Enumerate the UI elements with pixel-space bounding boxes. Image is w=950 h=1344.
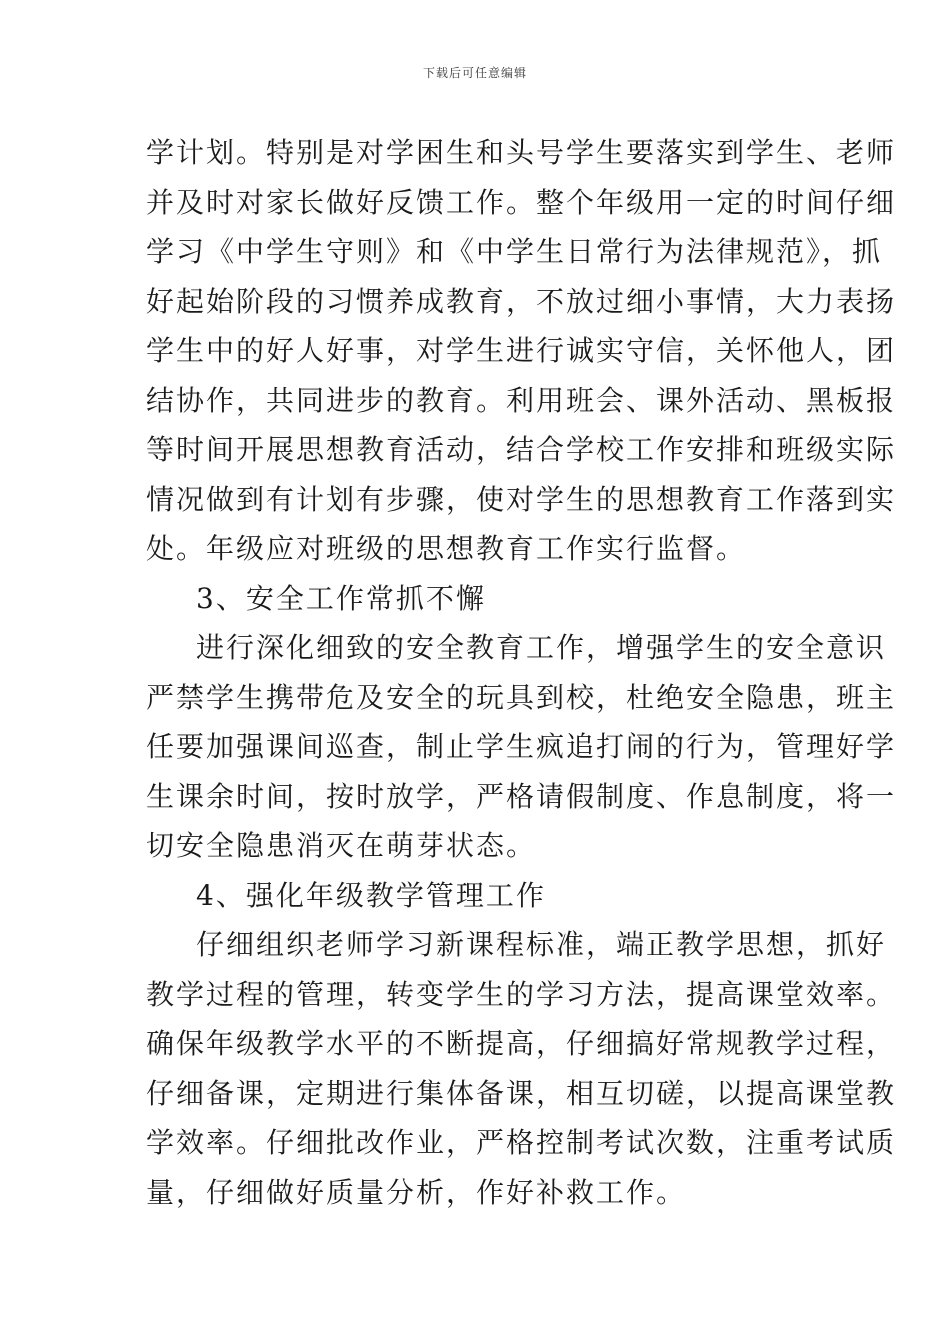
text-line: 等时间开展思想教育活动，结合学校工作安排和班级实际 xyxy=(146,433,897,466)
text-line: 仔细备课，定期进行集体备课，相互切磋，以提高课堂教 xyxy=(146,1076,897,1110)
text-line: 并及时对家长做好反馈工作。整个年级用一定的时间仔细 xyxy=(146,185,897,219)
text-line: 学效率。仔细批改作业，严格控制考试次数，注重考试质 xyxy=(146,1126,897,1159)
document-body xyxy=(146,128,897,1217)
text-line: 好起始阶段的习惯养成教育，不放过细小事情，大力表扬 xyxy=(146,284,897,318)
paragraph-first-line: 进行深化细致的安全教育工作，增强学生的安全意识 xyxy=(196,631,887,664)
text-line: 学习《中学生守则》和《中学生日常行为法律规范》，抓 xyxy=(146,235,883,268)
text-line: 切安全隐患消灭在萌芽状态。 xyxy=(146,829,537,862)
section-heading: 3、安全工作常抓不懈 xyxy=(196,581,486,615)
text-line: 结协作，共同进步的教育。利用班会、课外活动、黑板报 xyxy=(146,383,897,417)
text-line: 确保年级教学水平的不断提高，仔细搞好常规教学过程， xyxy=(146,1027,897,1060)
text-line: 教学过程的管理，转变学生的学习方法，提高课堂效率。 xyxy=(146,977,897,1011)
page-header: 下载后可任意编辑 xyxy=(422,66,527,80)
paragraph-first-line: 仔细组织老师学习新课程标准，端正教学思想，抓好 xyxy=(196,928,887,961)
text-line: 学生中的好人好事，对学生进行诚实守信，关怀他人，团 xyxy=(146,334,897,367)
section-heading: 4、强化年级教学管理工作 xyxy=(196,878,546,912)
text-line: 情况做到有计划有步骤，使对学生的思想教育工作落到实 xyxy=(146,482,897,516)
text-line: 严禁学生携带危及安全的玩具到校，杜绝安全隐患，班主 xyxy=(146,680,897,714)
text-line: 量，仔细做好质量分析，作好补救工作。 xyxy=(146,1175,687,1209)
text-line: 处。年级应对班级的思想教育工作实行监督。 xyxy=(146,532,747,565)
text-line: 生课余时间，按时放学，严格请假制度、作息制度，将一 xyxy=(146,779,897,813)
text-line: 学计划。特别是对学困生和头号学生要落实到学生、老师 xyxy=(146,136,897,169)
text-line: 任要加强课间巡查，制止学生疯追打闹的行为，管理好学 xyxy=(146,730,897,763)
